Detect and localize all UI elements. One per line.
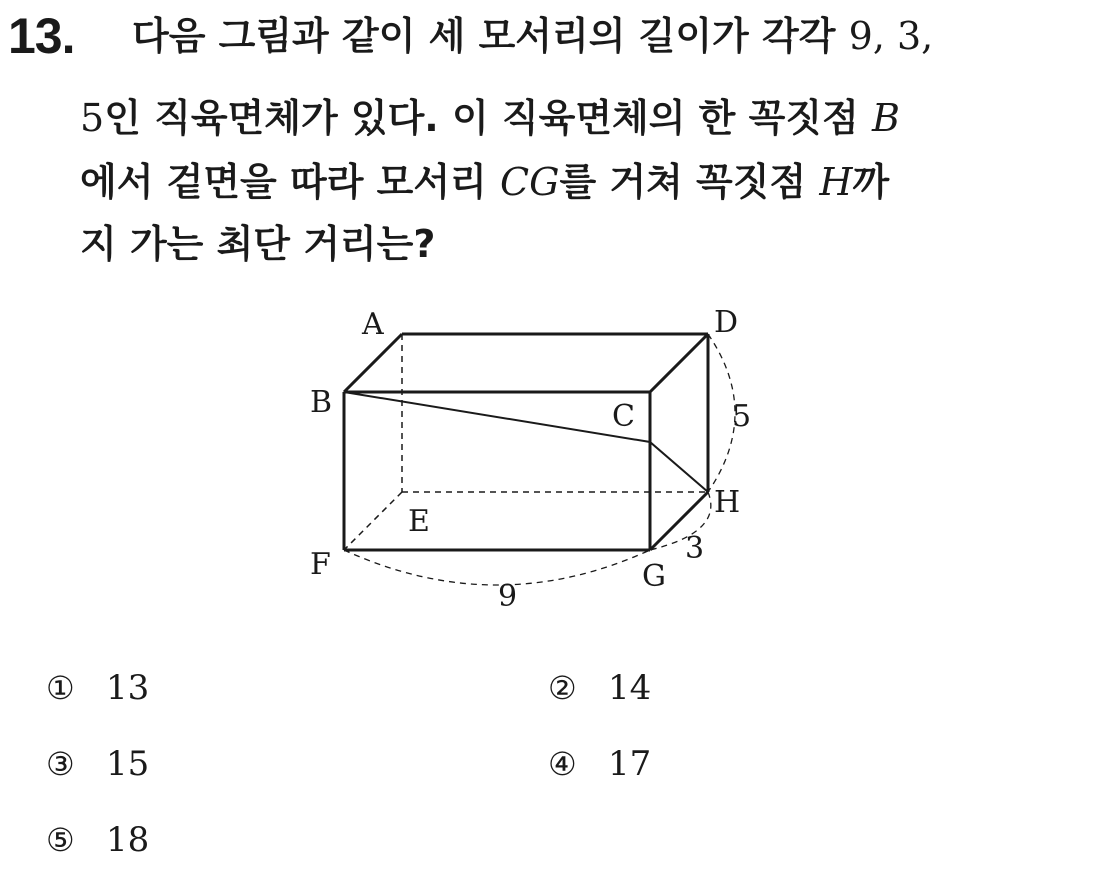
edge-variable: CG — [500, 160, 560, 204]
choice-4[interactable] — [548, 744, 651, 784]
arc-height — [708, 334, 735, 492]
arc-length — [344, 550, 650, 585]
question-line-3 — [80, 156, 1080, 208]
choice-marker: ③ — [46, 745, 75, 783]
edge-DC — [650, 334, 708, 392]
choice-value: 15 — [106, 744, 150, 784]
question-line-2 — [80, 92, 1080, 144]
choice-marker: ⑤ — [46, 821, 75, 859]
vertex-label-C: C — [612, 399, 635, 434]
question-text: 다음 그림과 같이 세 모서리의 길이가 각각 — [132, 14, 849, 58]
vertex-label-B: B — [310, 385, 333, 420]
choice-marker: ① — [46, 669, 75, 707]
dimension-label-height: 5 — [732, 399, 752, 434]
question-number: 13. — [8, 8, 75, 64]
vertex-label-E: E — [408, 504, 430, 539]
dimension-label-width: 3 — [685, 531, 705, 566]
question-line-1 — [132, 10, 1120, 62]
question-text: 까 — [852, 160, 890, 204]
edge-lengths: 9, 3, — [848, 14, 934, 58]
question-line-4: 지 가는 최단 거리는? — [80, 222, 436, 266]
vertex-variable: H — [819, 160, 853, 204]
visible-edges — [344, 334, 708, 550]
choice-value: 18 — [106, 820, 150, 860]
choice-value: 14 — [608, 668, 652, 708]
vertex-label-G: G — [642, 559, 666, 594]
question-text: 에서 겉면을 따라 모서리 — [80, 160, 500, 204]
choice-5[interactable] — [46, 820, 149, 860]
vertex-variable: B — [871, 96, 900, 140]
edge-length: 5 — [80, 96, 105, 140]
choice-2[interactable] — [548, 668, 651, 708]
question-text: 를 거쳐 꼭짓점 — [559, 160, 820, 204]
shortest-path — [344, 392, 708, 492]
question-text: 인 직육면체가 있다. 이 직육면체의 한 꼭짓점 — [104, 96, 872, 140]
edge-AB — [344, 334, 402, 392]
choice-marker: ② — [548, 669, 577, 707]
edge-EF — [344, 492, 402, 550]
vertex-label-D: D — [714, 305, 739, 340]
vertex-label-F: F — [310, 547, 331, 582]
vertex-label-A: A — [362, 307, 384, 342]
choice-3[interactable] — [46, 744, 149, 784]
choice-value: 13 — [106, 668, 150, 708]
choice-value: 17 — [608, 744, 652, 784]
choice-1[interactable] — [46, 668, 149, 708]
vertex-label-H: H — [714, 485, 741, 520]
dimension-label-length: 9 — [498, 579, 518, 614]
hidden-edges — [344, 334, 708, 550]
choice-marker: ④ — [548, 745, 577, 783]
cuboid-figure — [290, 300, 790, 630]
